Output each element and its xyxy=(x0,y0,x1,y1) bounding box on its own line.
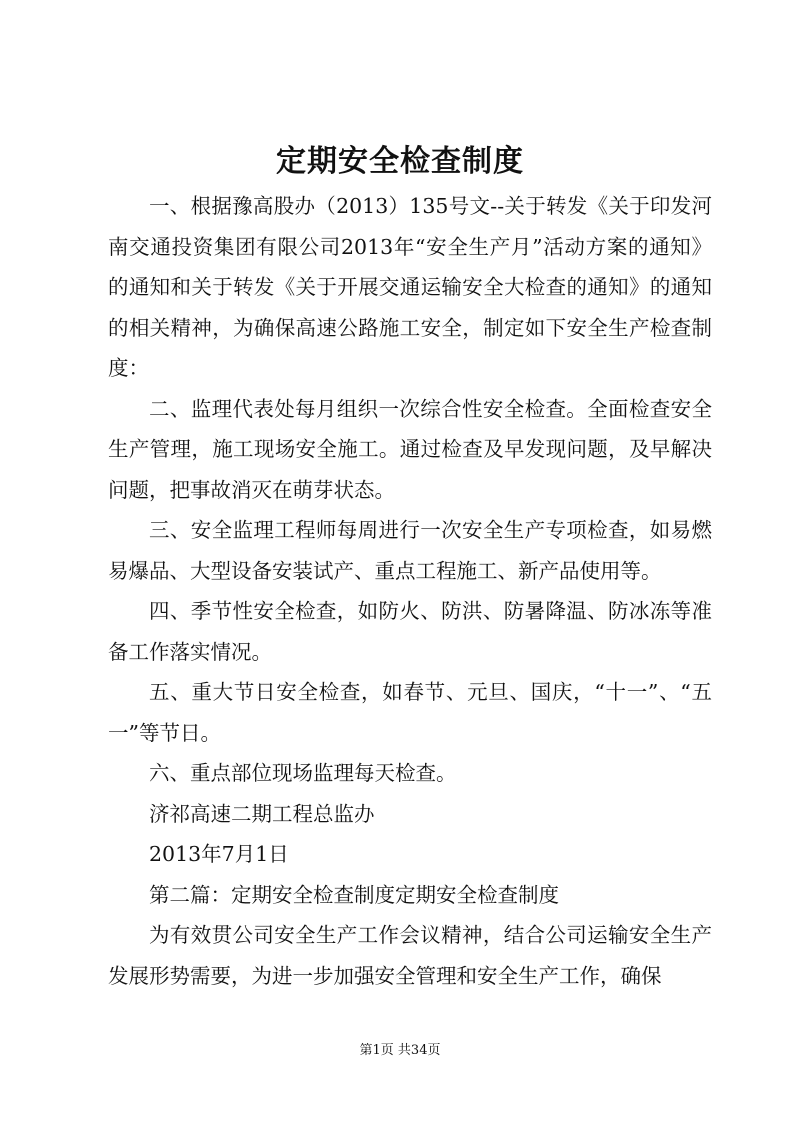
paragraph-5: 五、重大节日安全检查，如春节、元旦、国庆，“十一”、“五一”等节日。 xyxy=(108,680,712,745)
section-heading-part-two: 第二篇：定期安全检查制度定期安全检查制度 xyxy=(149,882,559,907)
paragraph-6: 六、重点部位现场监理每天检查。 xyxy=(149,761,457,785)
paragraph-4: 四、季节性安全检查，如防火、防洪、防暑降温、防冰冻等准备工作落实情况。 xyxy=(108,599,712,664)
page-footer: 第1页 共34页 xyxy=(359,1043,441,1058)
signature-organization: 济祁高速二期工程总监办 xyxy=(149,801,375,826)
paragraph-3: 三、安全监理工程师每周进行一次安全生产专项检查，如易燃易爆品、大型设备安装试产、重点工程施工、新产品使用等。 xyxy=(108,518,712,583)
paragraph-part-two-1: 为有效贯公司安全生产工作会议精神，结合公司运输安全生产发展形势需要，为进一步加强安全管理和安全生产工作，确保 xyxy=(108,923,712,988)
signature-date: 2013年7月1日 xyxy=(149,842,289,866)
document-title: 定期安全检查制度 xyxy=(276,144,524,179)
document-body xyxy=(108,186,712,996)
paragraph-2: 二、监理代表处每月组织一次综合性安全检查。全面检查安全生产管理，施工现场安全施工。通过检查及早发现问题，及早解决问题，把事故消灭在萌芽状态。 xyxy=(108,396,712,502)
paragraph-1: 一、根据豫高股办（2013）135号文--关于转发《关于印发河南交通投资集团有限公司2013年“安全生产月”活动方案的通知》的通知和关于转发《关于开展交通运输安全大检查的通知》的通知的相关精神，为确保高速公路施工安全，制定如下安全生产检查制度： xyxy=(108,194,712,380)
